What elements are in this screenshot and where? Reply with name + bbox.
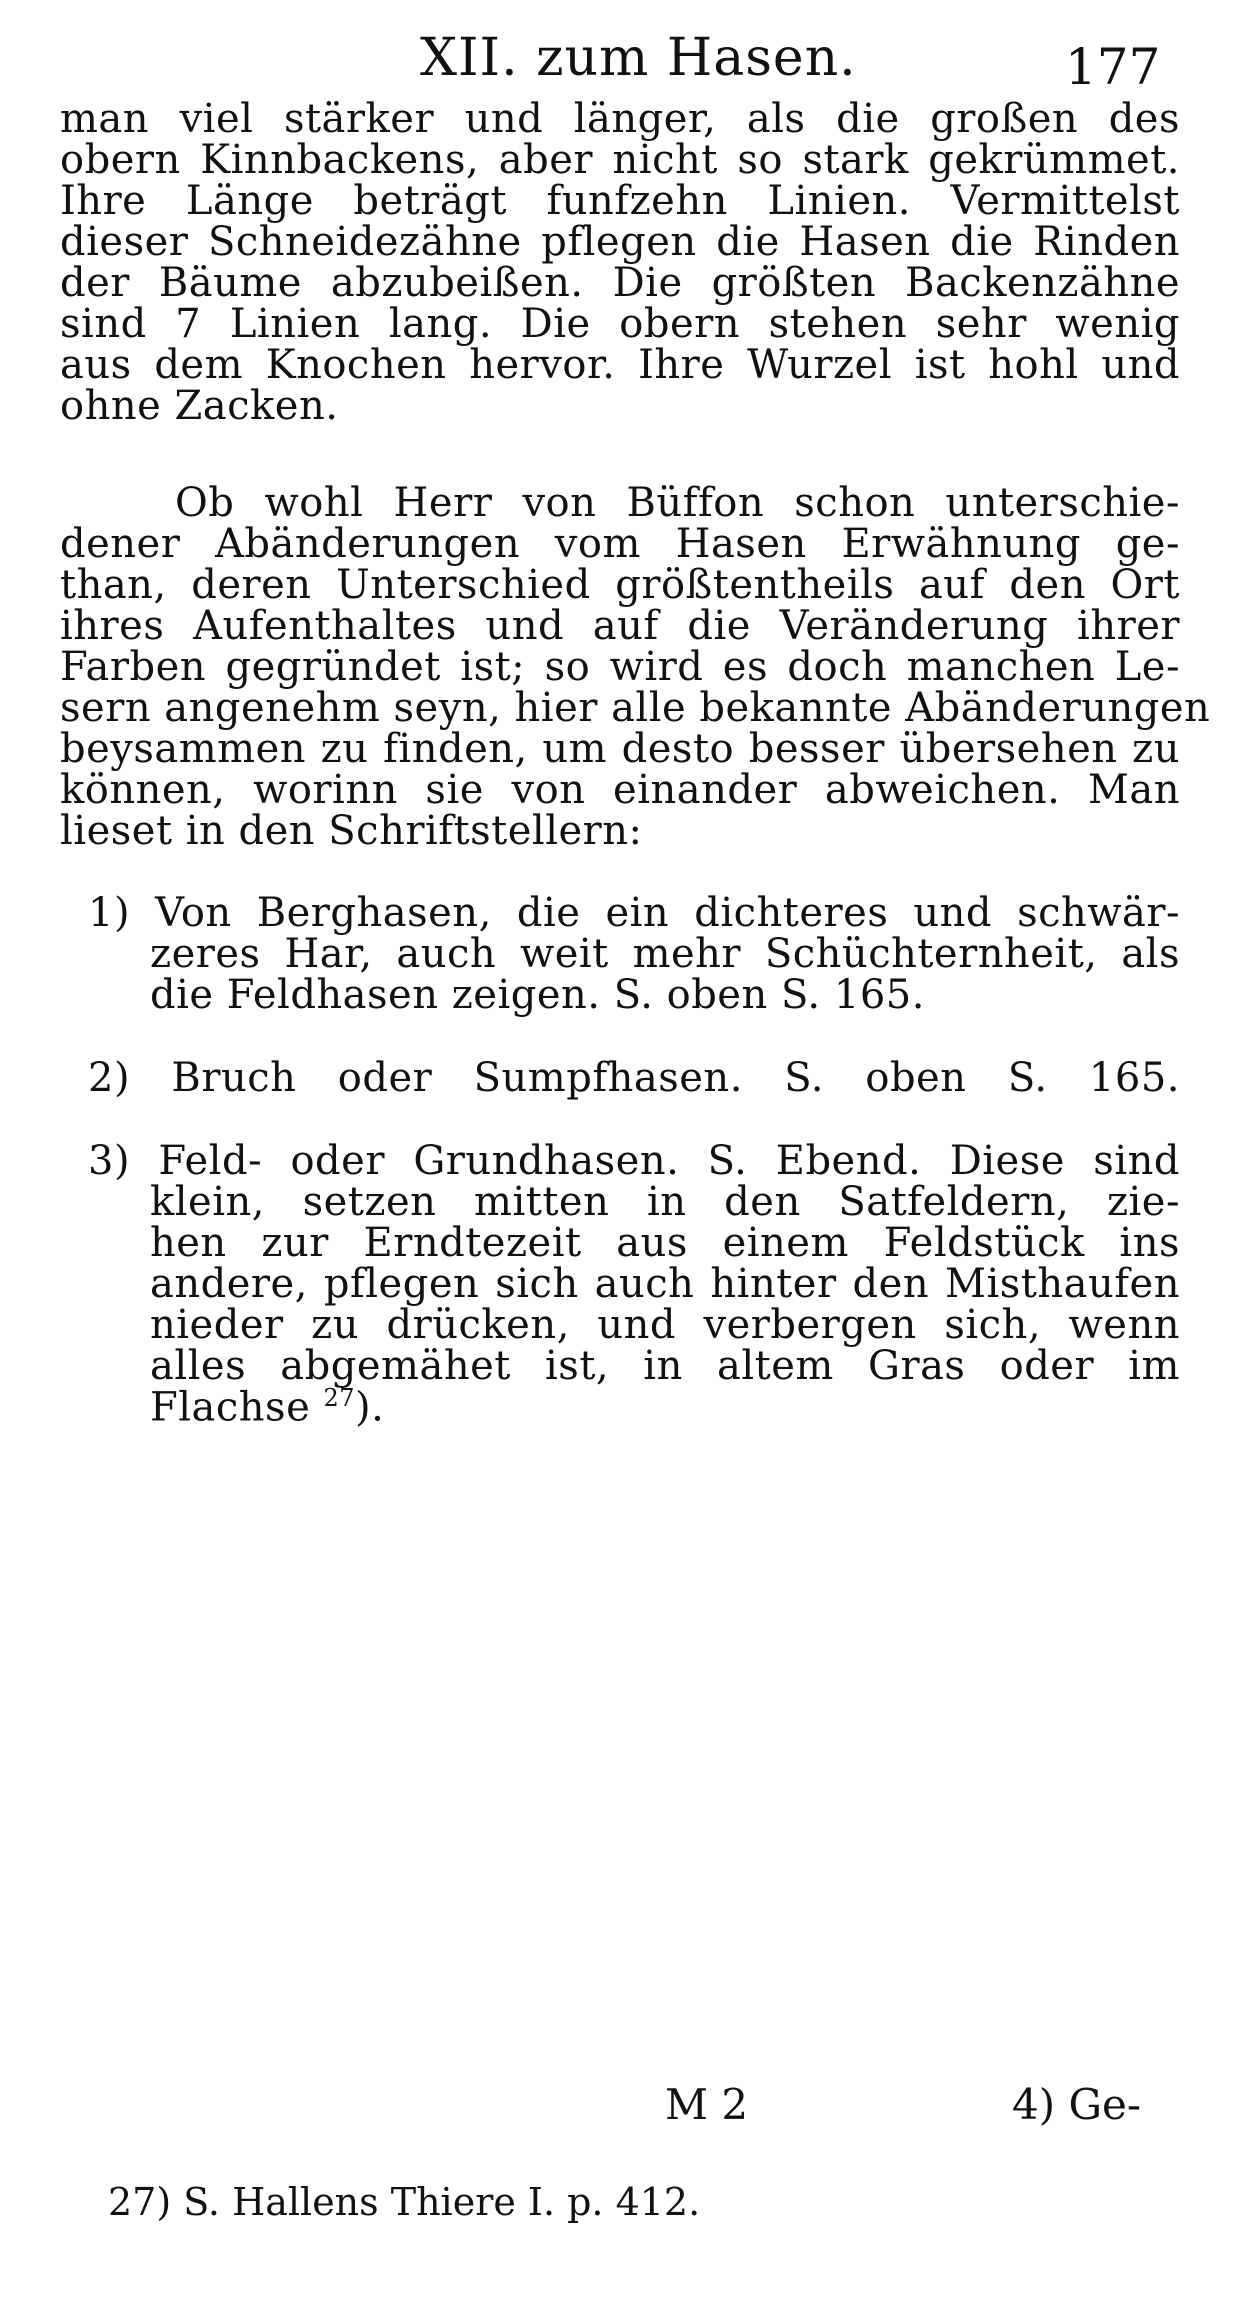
- text-line: die Feldhasen zeigen. S. oben S. 165.: [150, 972, 925, 1018]
- footnote: 27) S. Hallens Thiere I. p. 412.: [108, 2180, 701, 2224]
- text-line: 3) Feld- oder Grundhasen. S. Ebend. Diese sind: [88, 1138, 1180, 1184]
- text-line: Ob wohl Herr von Büffon schon unterschie-: [175, 480, 1180, 526]
- text-line: können, worinn sie von einander abweichen. Man: [60, 767, 1180, 813]
- text-line: than, deren Unterschied größtentheils auf den Ort: [60, 562, 1180, 608]
- text-fragment: ).: [355, 1384, 385, 1431]
- text-line: [150, 1384, 1180, 1430]
- text-line: nieder zu drücken, und verbergen sich, wenn: [150, 1302, 1180, 1348]
- text-line: ohne Zacken.: [60, 383, 339, 429]
- text-line: Ihre Länge beträgt funfzehn Linien. Vermittelst: [60, 178, 1180, 224]
- text-line: klein, setzen mitten in den Satfeldern, zie-: [150, 1179, 1180, 1225]
- text-line: hen zur Erndtezeit aus einem Feldstück ins: [150, 1220, 1180, 1266]
- text-line: andere, pflegen sich auch hinter den Misthaufen: [150, 1261, 1180, 1307]
- footnote-ref: 27: [323, 1384, 356, 1412]
- text-line: dieser Schneidezähne pflegen die Hasen die Rinden: [60, 219, 1180, 265]
- catchword: 4) Ge-: [1012, 2080, 1142, 2129]
- text-line: sern angenehm seyn, hier alle bekannte Abänderungen: [60, 685, 1211, 731]
- signature-mark: M 2: [665, 2080, 749, 2129]
- text-line: aus dem Knochen hervor. Ihre Wurzel ist hohl und: [60, 342, 1180, 388]
- text-line: 2) Bruch oder Sumpfhasen. S. oben S. 165.: [88, 1055, 1180, 1101]
- text-line: beysammen zu finden, um desto besser übersehen zu: [60, 726, 1180, 772]
- text-line: zeres Har, auch weit mehr Schüchternheit, als: [150, 931, 1180, 977]
- page-number: 177: [1065, 38, 1161, 96]
- text-line: man viel stärker und länger, als die großen des: [60, 96, 1180, 142]
- text-fragment: Flachse: [150, 1384, 311, 1431]
- text-line: 1) Von Berghasen, die ein dichteres und schwär-: [88, 890, 1180, 936]
- text-line: lieset in den Schriftstellern:: [60, 808, 643, 854]
- running-head: XII. zum Hasen.: [420, 28, 857, 88]
- text-line: alles abgemähet ist, in altem Gras oder im: [150, 1343, 1180, 1389]
- text-line: sind 7 Linien lang. Die obern stehen sehr wenig: [60, 301, 1180, 347]
- text-line: der Bäume abzubeißen. Die größten Backenzähne: [60, 260, 1180, 306]
- text-line: dener Abänderungen vom Hasen Erwähnung ge-: [60, 521, 1180, 567]
- text-line: ihres Aufenthaltes und auf die Veränderung ihrer: [60, 603, 1180, 649]
- text-line: obern Kinnbackens, aber nicht so stark gekrümmet.: [60, 137, 1180, 183]
- text-line: Farben gegründet ist; so wird es doch manchen Le-: [60, 644, 1180, 690]
